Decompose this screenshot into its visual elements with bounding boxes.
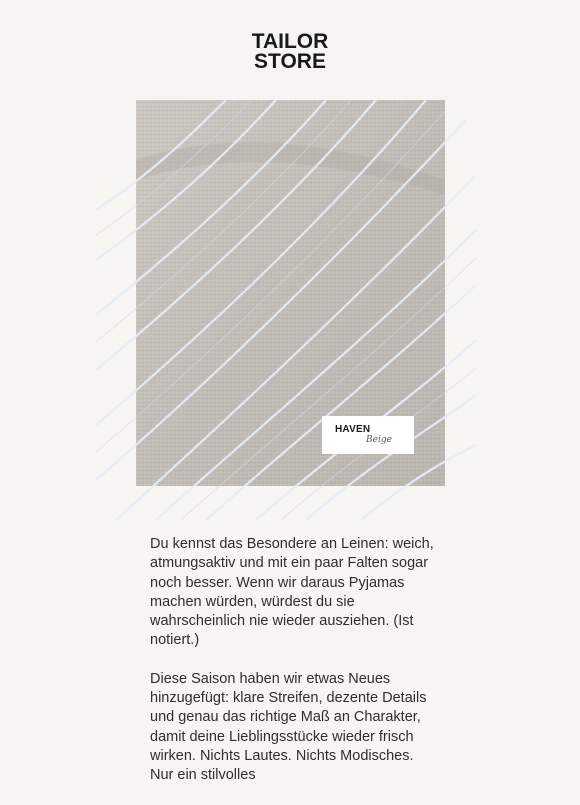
body-paragraph-2: Diese Saison haben wir etwas Neues hinzugefügt: klare Streifen, dezente Details und genau das richtige Maß an Charakter, damit deine Lieblingsstücke wieder frisch wirken. Nichts Lautes. Nichts Modisches. Nur ein stilvolles [150,670,427,784]
brand-logo[interactable] [0,32,580,72]
body-copy [150,535,440,805]
logo-line-1: TAILOR [251,30,329,53]
body-paragraph-1: Du kennst das Besondere an Leinen: weich, atmungsaktiv und mit ein paar Falten sogar noch besser. Wenn wir daraus Pyjamas machen würden, würdest du sie wahrscheinlich nie wieder ausziehen. (Ist notiert.) [150,536,434,649]
fabric-name-tag [322,416,414,454]
fabric-hero-image[interactable] [136,100,445,486]
logo-line-2: STORE [254,50,326,73]
tag-fabric-color: Beige [366,435,392,445]
tag-fabric-name: HAVEN [335,424,371,435]
